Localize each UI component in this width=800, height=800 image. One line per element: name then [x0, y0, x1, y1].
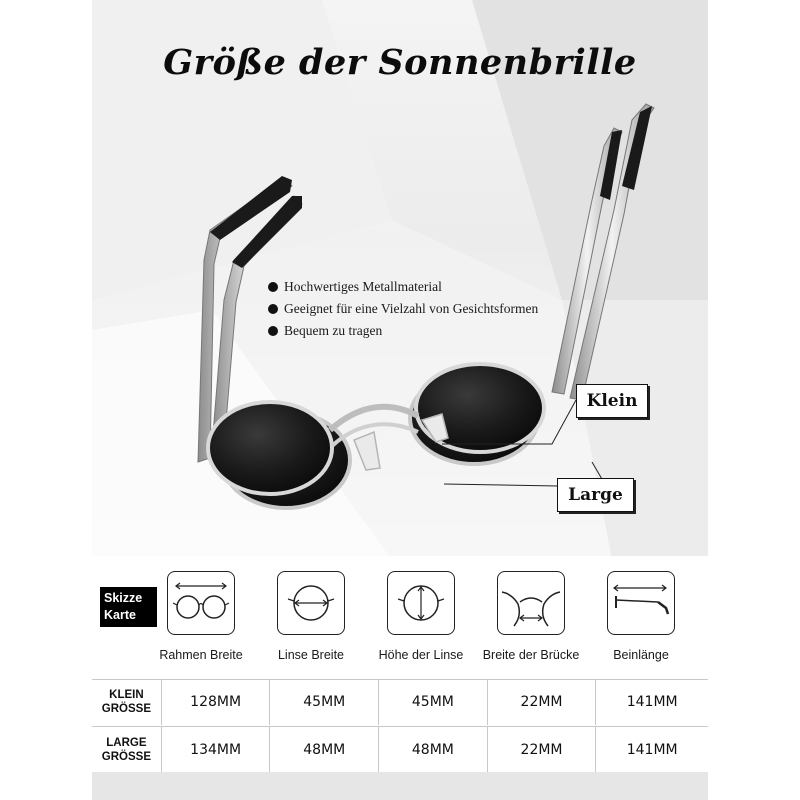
bridge-width-icon: [497, 571, 565, 635]
sketch-item-lens-height: [368, 571, 474, 662]
table-cell: 134MM: [162, 727, 271, 773]
table-cell: 45MM: [270, 679, 379, 725]
temple-length-icon: [607, 571, 675, 635]
table-row: [92, 679, 708, 725]
frame-width-icon: [167, 571, 235, 635]
table-cell: 128MM: [162, 679, 271, 725]
page-title: Größe der Sonnenbrille: [163, 42, 637, 83]
sketch-item-label: Rahmen Breite: [159, 648, 243, 662]
sketch-item-label: Linse Breite: [277, 648, 344, 662]
sketch-item-lens-width: [258, 571, 364, 662]
sketch-item-frame-width: [148, 571, 254, 662]
sketch-item-label: Breite der Brücke: [482, 648, 580, 662]
sketch-item-temple-length: [588, 571, 694, 662]
table-cell: 48MM: [270, 727, 379, 773]
sketch-item-bridge-width: [478, 571, 584, 662]
feature-item: Bequem zu tragen: [268, 320, 538, 342]
size-label-large: Large: [557, 478, 634, 512]
row-header: LARGE GRÖSSE: [92, 727, 162, 773]
table-cell: 48MM: [379, 727, 488, 773]
table-cell: 22MM: [488, 727, 597, 773]
row-header: KLEIN GRÖSSE: [92, 679, 162, 725]
sketch-item-label: Beinlänge: [613, 648, 669, 662]
sunglasses-image: [92, 0, 708, 560]
size-label-klein: Klein: [576, 384, 648, 418]
sketch-badge: Skizze Karte: [100, 587, 157, 627]
sketch-row: [92, 556, 708, 676]
bottom-bar: [92, 772, 708, 800]
feature-item: Hochwertiges Metallmaterial: [268, 276, 538, 298]
product-infographic: [92, 0, 708, 800]
lens-height-icon: [387, 571, 455, 635]
size-table: [92, 679, 708, 773]
table-row: [92, 727, 708, 773]
table-cell: 141MM: [626, 694, 678, 710]
table-cell: 141MM: [626, 742, 678, 758]
lens-width-icon: [277, 571, 345, 635]
feature-item: Geeignet für eine Vielzahl von Gesichtsformen: [268, 298, 538, 320]
table-cell: 22MM: [488, 679, 597, 725]
sketch-item-label: Höhe der Linse: [378, 648, 464, 662]
table-cell: 45MM: [379, 679, 488, 725]
